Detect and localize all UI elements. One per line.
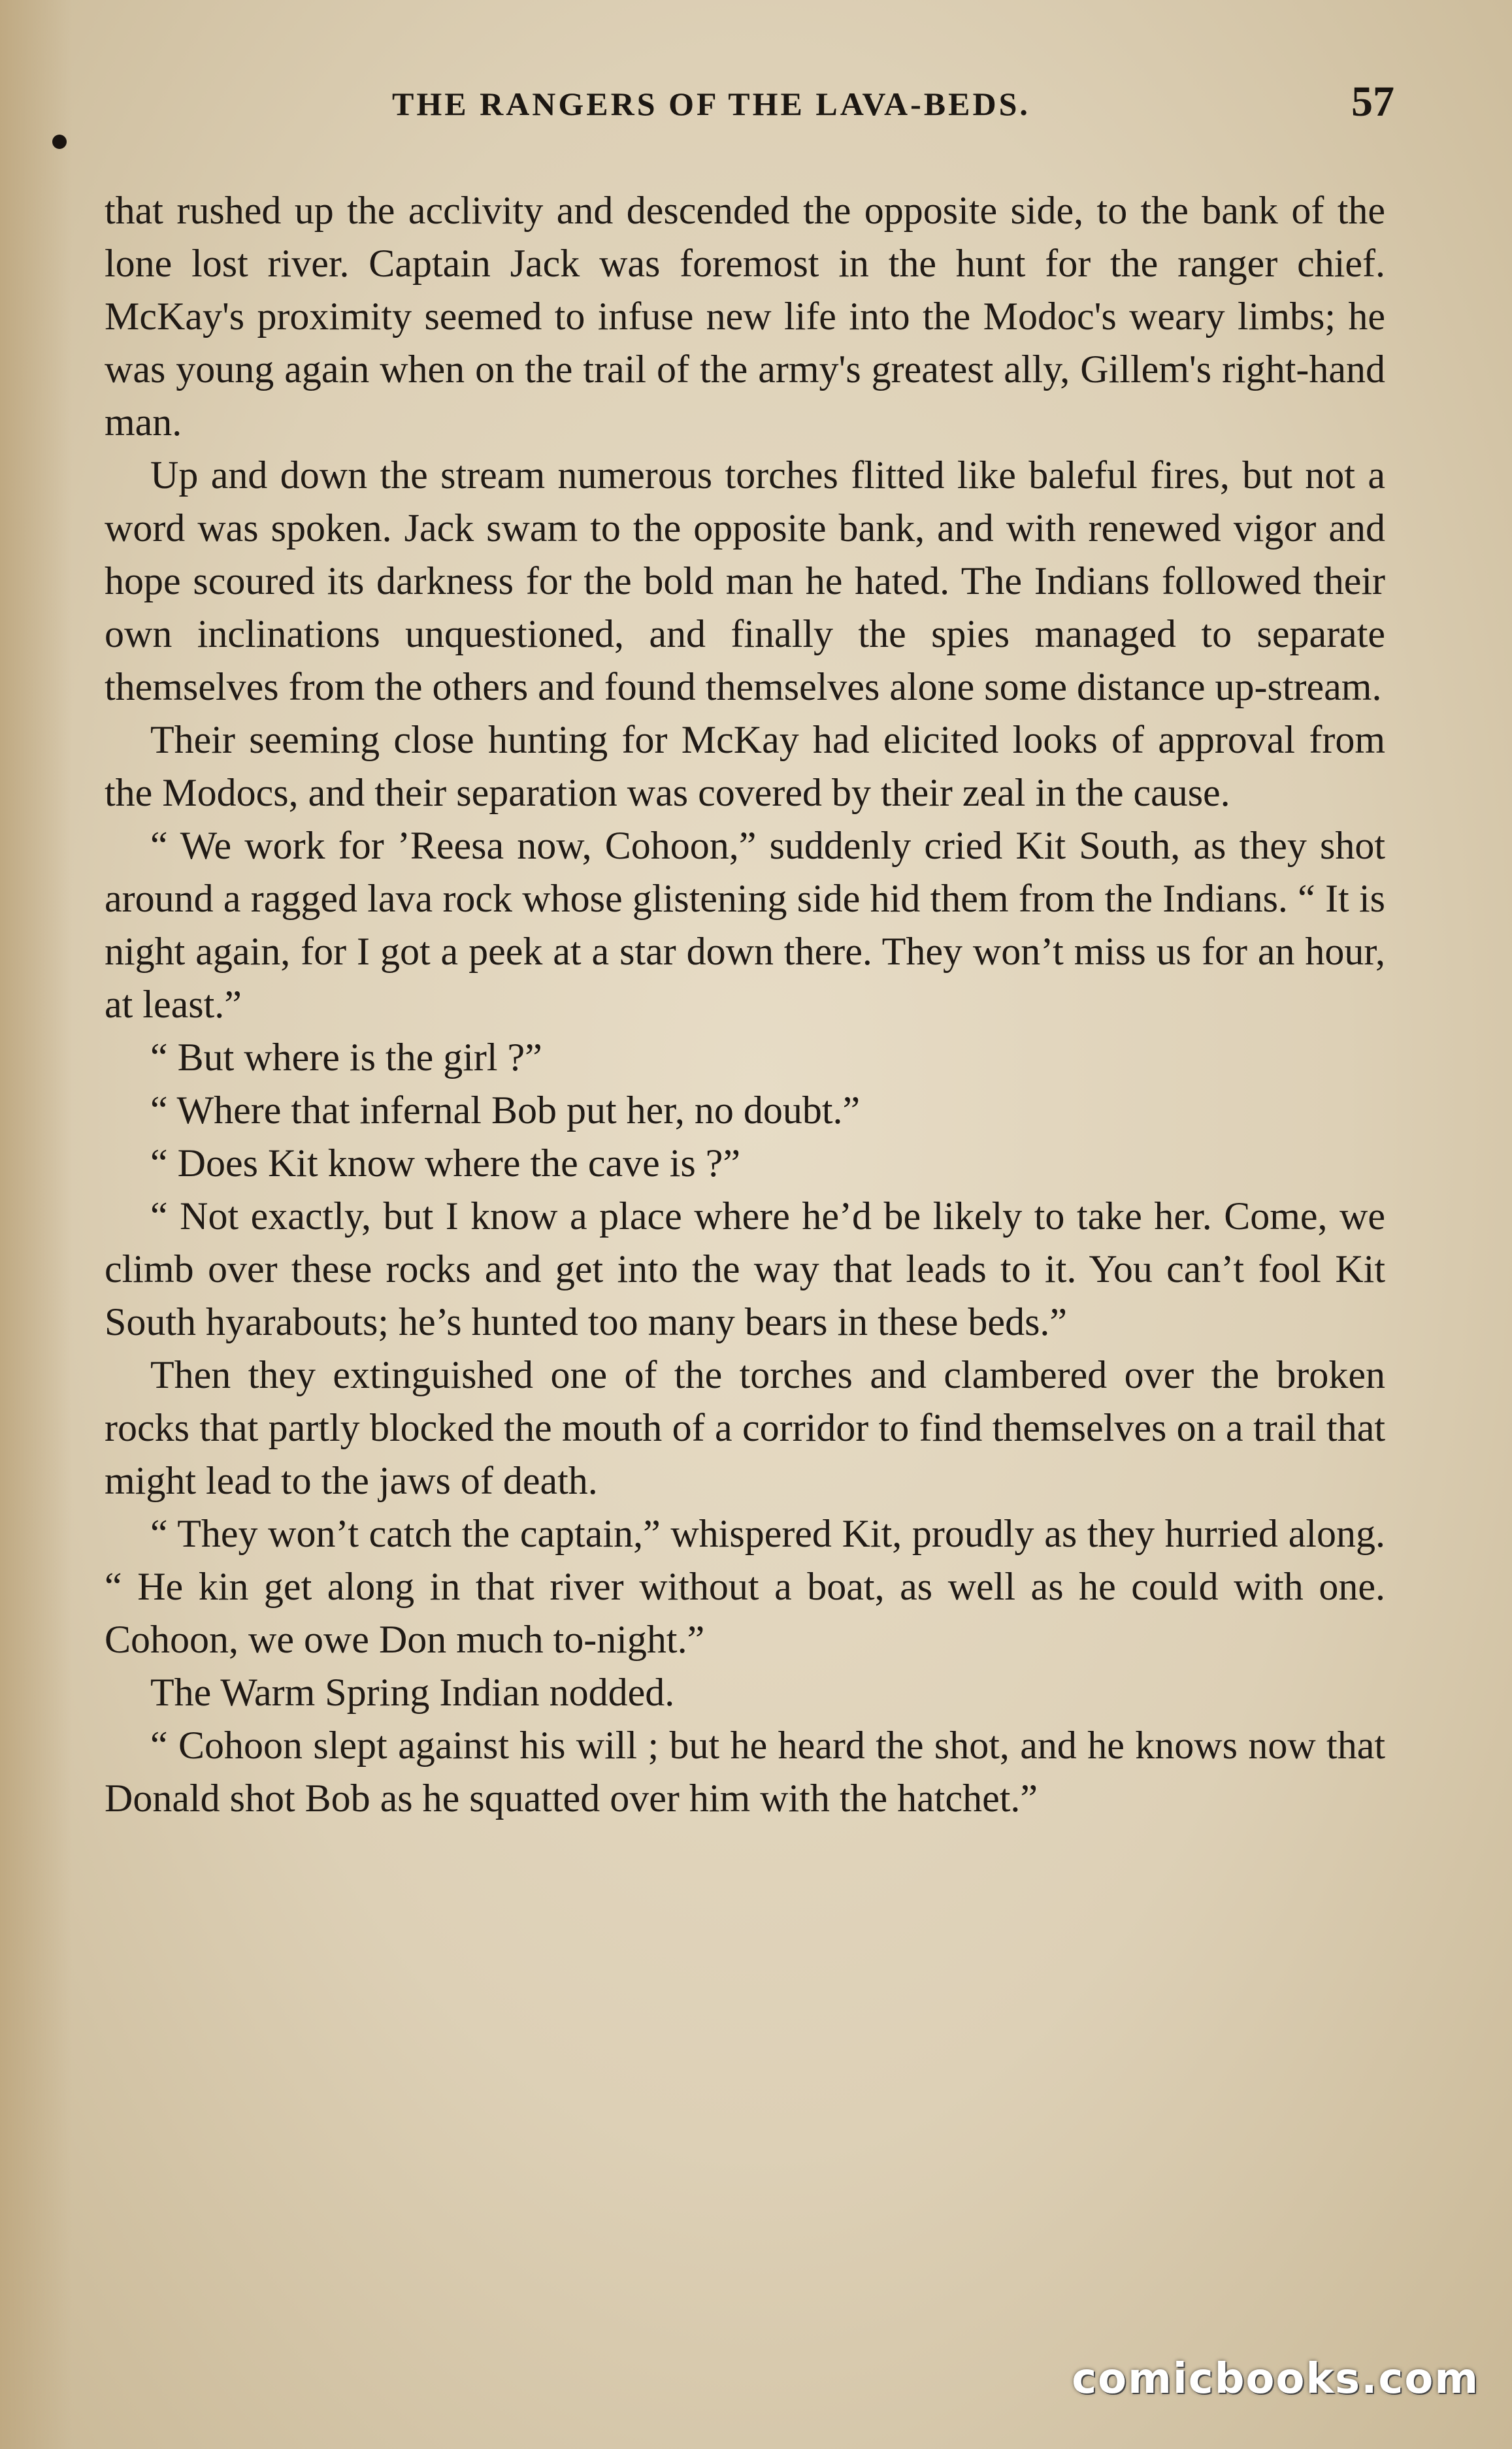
paragraph: Their seeming close hunting for McKay had elicited looks of approval from the Modocs, and their separation was covered by their zeal in the cause. xyxy=(105,718,1385,814)
paragraph: The Warm Spring Indian nodded. xyxy=(150,1671,675,1714)
running-title: THE RANGERS OF THE LAVA-BEDS. xyxy=(392,86,1030,122)
paragraph: Then they extinguished one of the torches and clambered over the broken rocks that partly blocked the mouth of a corridor to find themselves on a trail that might lead to the jaws of death. xyxy=(105,1353,1385,1502)
watermark: comicbooks.com xyxy=(1072,2355,1479,2403)
paragraph: “ Does Kit know where the cave is ?” xyxy=(150,1142,740,1185)
margin-mark xyxy=(52,135,67,149)
paragraph: “ But where is the girl ?” xyxy=(150,1036,542,1079)
paragraph: Up and down the stream numerous torches flitted like baleful fires, but not a word was spoken. Jack swam to the opposite bank, and with renewed vigor and hope scoured its darkness for the bold man he hated. The Indians followed their own inclinations unquestioned, and finally the spies managed to separate themselves from the others and found themselves alone some distance up-stream. xyxy=(105,453,1385,708)
body-text xyxy=(105,184,1385,1825)
paragraph: “ Where that infernal Bob put her, no doubt.” xyxy=(150,1089,861,1132)
paragraph: “ They won’t catch the captain,” whispered Kit, proudly as they hurried along. “ He kin get along in that river without a boat, as well as he could with one. Cohoon, we owe Don much to-night.” xyxy=(105,1512,1385,1661)
paragraph: “ Cohoon slept against his will ; but he heard the shot, and he knows now that Donald shot Bob as he squatted over him with the hatchet.” xyxy=(105,1724,1385,1820)
paragraph: “ Not exactly, but I know a place where he’d be likely to take her. Come, we climb over these rocks and get into the way that leads to it. You can’t fool Kit South hyarabouts; he’s hunted too many bears in these beds.” xyxy=(105,1194,1385,1343)
paragraph: “ We work for ’Reesa now, Cohoon,” suddenly cried Kit South, as they shot around a ragged lava rock whose glistening side hid them from the Indians. “ It is night again, for I got a peek at a star down there. They won’t miss us for an hour, at least.” xyxy=(105,824,1385,1026)
page-edge-shading xyxy=(0,0,72,2449)
paragraph: that rushed up the acclivity and descended the opposite side, to the bank of the lone lost river. Captain Jack was foremost in the hunt for the ranger chief. McKay's proximity seemed to infuse new life into the Modoc's weary limbs; he was young again when on the trail of the army's greatest ally, Gillem's right-hand man. xyxy=(105,189,1385,444)
page-number: 57 xyxy=(1351,78,1394,125)
